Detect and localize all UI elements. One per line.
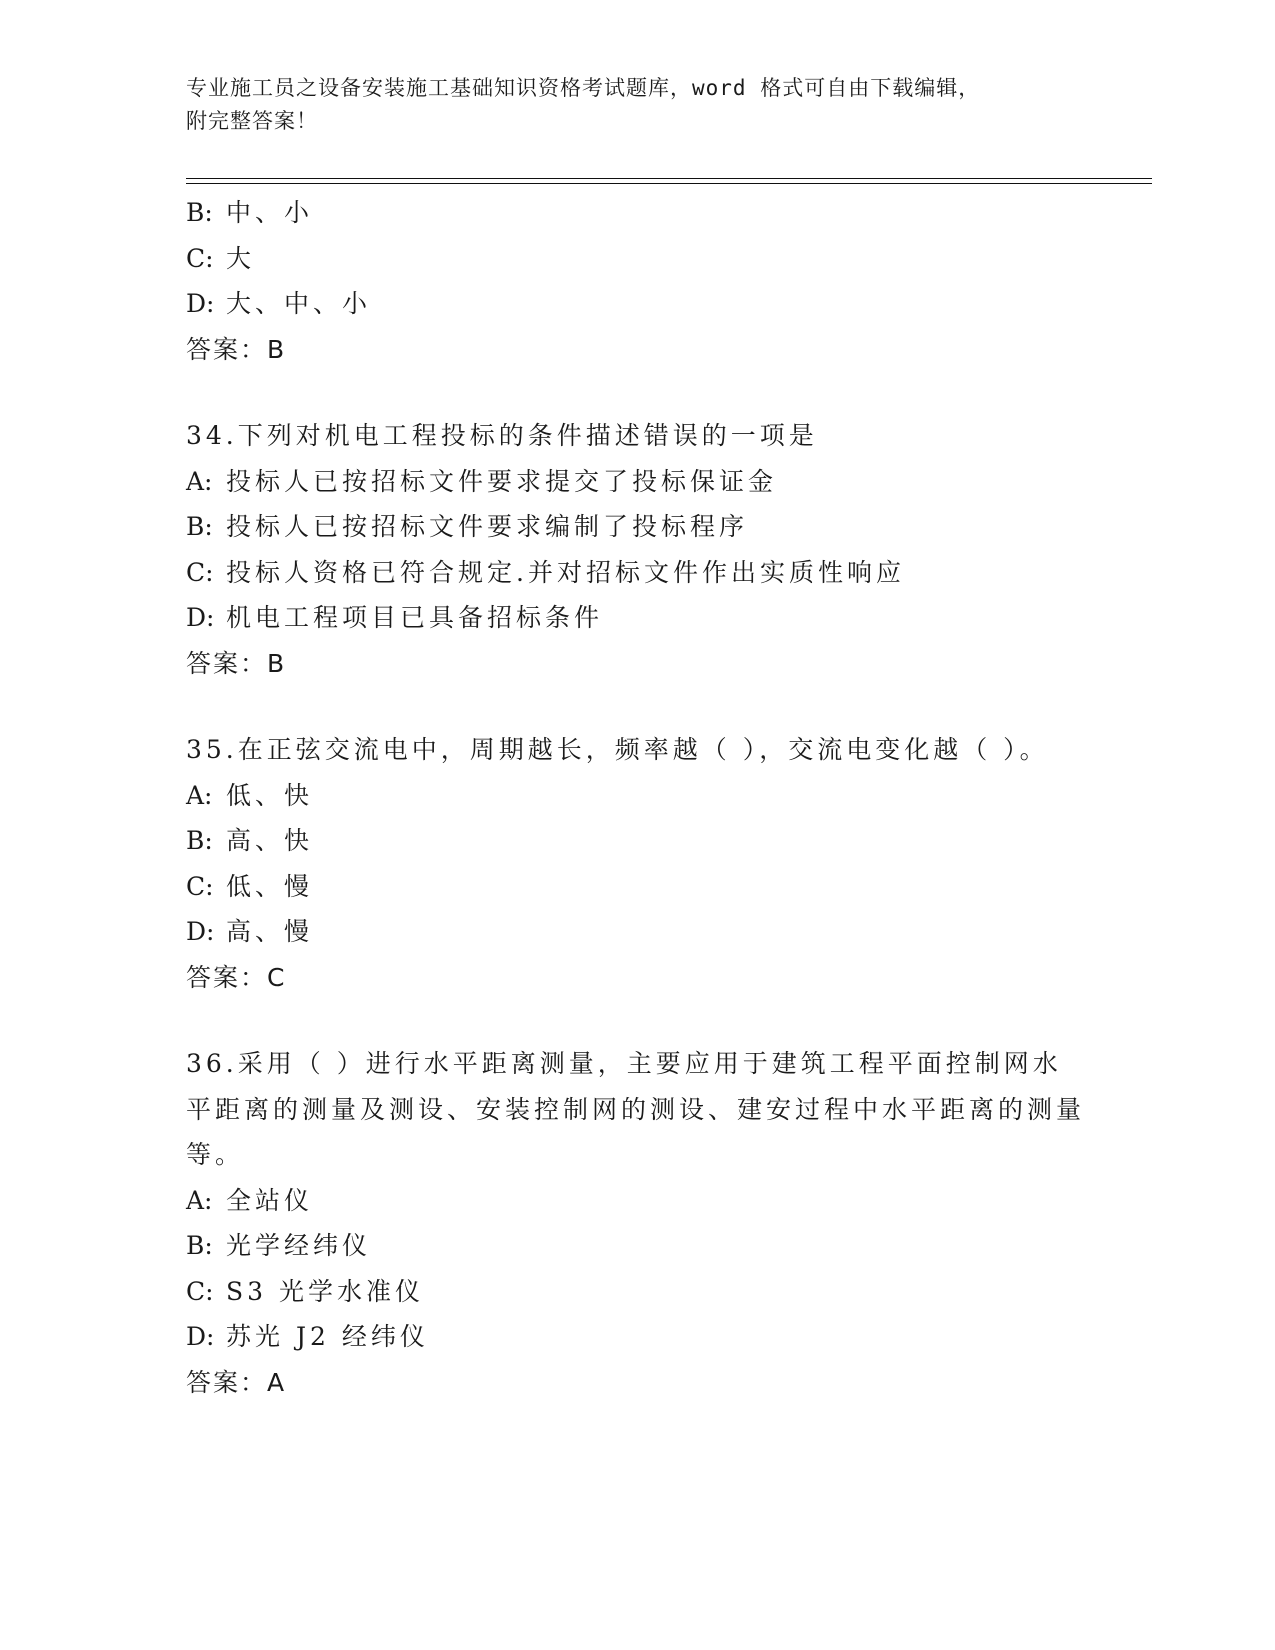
option-a <box>186 773 1086 819</box>
option-d <box>186 909 1086 955</box>
question-list <box>186 190 1086 1405</box>
page-header <box>186 72 1086 138</box>
option-text: 高、快 <box>226 826 314 855</box>
option-key: B: <box>186 826 213 855</box>
header-line-2: 附完整答案！ <box>186 109 318 133</box>
option-a <box>186 459 1086 505</box>
option-key: C: <box>186 243 214 273</box>
option-key: D: <box>186 1322 215 1351</box>
option-key: C: <box>186 871 214 901</box>
question-block-36 <box>186 1041 1086 1405</box>
option-text: 全站仪 <box>226 1185 314 1215</box>
option-text: 投标人资格已符合规定.并对招标文件作出实质性响应 <box>226 557 905 587</box>
carryover-block <box>186 190 1086 372</box>
option-b <box>186 1223 1086 1269</box>
option-d <box>186 595 1086 641</box>
option-key: B: <box>186 198 213 227</box>
option-text: 投标人已按招标文件要求提交了投标保证金 <box>226 466 778 496</box>
option-text: 光学经纬仪 <box>226 1231 372 1260</box>
option-text: 低、快 <box>226 780 314 810</box>
answer-line: 答案：B <box>186 334 287 364</box>
option-key: A: <box>186 466 213 496</box>
option-key: A: <box>186 780 213 810</box>
option-text: 机电工程项目已具备招标条件 <box>226 603 604 632</box>
option-b <box>186 190 1086 236</box>
question-block-34 <box>186 413 1086 686</box>
option-text: 高、慢 <box>226 917 314 946</box>
question-stem: 35.在正弦交流电中，周期越长，频率越（ ），交流电变化越（ ）。 <box>186 735 1049 764</box>
option-text: 中、小 <box>226 198 314 227</box>
header-divider-bottom <box>186 183 1152 184</box>
question-block-35 <box>186 727 1086 1000</box>
option-text: 低、慢 <box>226 871 314 901</box>
option-c <box>186 864 1086 910</box>
option-key: B: <box>186 1231 213 1260</box>
option-text: 大、中、小 <box>226 289 372 318</box>
answer-line: 答案：B <box>186 648 287 678</box>
header-line-1: 专业施工员之设备安装施工基础知识资格考试题库，word 格式可自由下载编辑， <box>186 76 981 100</box>
option-key: C: <box>186 557 214 587</box>
option-b <box>186 504 1086 550</box>
option-key: C: <box>186 1276 214 1306</box>
question-stem: 36.采用（ ）进行水平距离测量，主要应用于建筑工程平面控制网水平距离的测量及测设、安装控制网的测设、建安过程中水平距离的测量等。 <box>186 1049 1086 1169</box>
option-d <box>186 1314 1086 1360</box>
option-d <box>186 281 1086 327</box>
option-a <box>186 1178 1086 1224</box>
answer-line: 答案：A <box>186 1367 287 1397</box>
question-stem: 34.下列对机电工程投标的条件描述错误的一项是 <box>186 421 818 450</box>
option-text: 投标人已按招标文件要求编制了投标程序 <box>226 512 749 541</box>
option-text: 大 <box>226 243 256 273</box>
option-key: D: <box>186 289 215 318</box>
option-c <box>186 550 1086 596</box>
option-b <box>186 818 1086 864</box>
option-text: 苏光 J2 经纬仪 <box>226 1322 429 1351</box>
option-c <box>186 236 1086 282</box>
option-text: S3 光学水准仪 <box>226 1276 424 1306</box>
option-key: B: <box>186 512 213 541</box>
option-key: D: <box>186 603 215 632</box>
header-divider-top <box>186 178 1152 179</box>
option-c <box>186 1269 1086 1315</box>
option-key: D: <box>186 917 215 946</box>
option-key: A: <box>186 1185 213 1215</box>
answer-line: 答案：C <box>186 962 287 992</box>
